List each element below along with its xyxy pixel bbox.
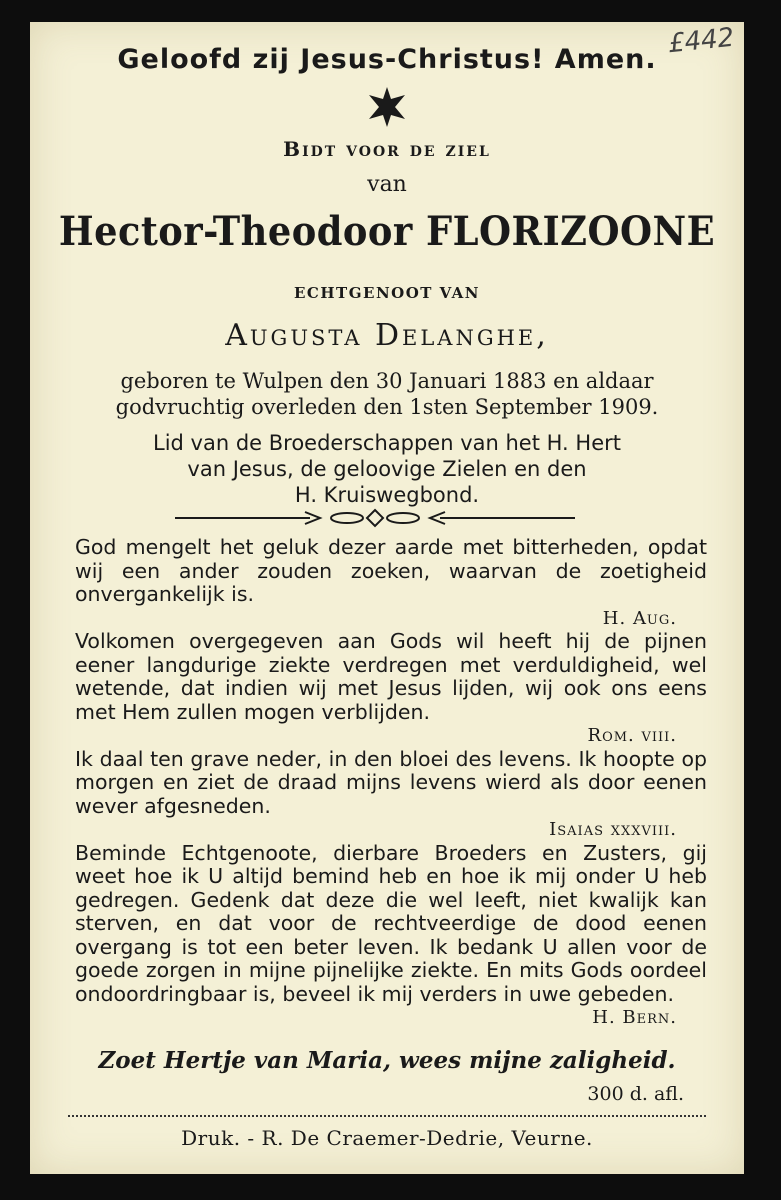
body-text	[75, 536, 707, 1030]
cross-icon	[365, 85, 409, 129]
membership-line: Lid van de Broederschappen van het H. Hert	[153, 431, 621, 455]
pray-for-text: Bidt voor de ziel	[283, 137, 491, 161]
paragraph: God mengelt het geluk dezer aarde met bitterheden, opdat wij een ander zouden zoeken, waarvan de zoetigheid onvergankelijk is.	[75, 535, 707, 606]
paragraph: Ik daal ten grave neder, in den bloei des levens. Ik hoopte op morgen en ziet de draad mijns levens wierd als door eenen wever afgesneden.	[75, 746, 707, 818]
dotted-divider	[68, 1115, 706, 1117]
header-text: Geloofd zij Jesus-Christus! Amen.	[117, 44, 657, 75]
death-line: godvruchtig overleden den 1sten September 1909.	[115, 395, 659, 419]
paragraph: Beminde Echtgenoote, dierbare Broeders en Zusters, gij weet hoe ik U altijd bemind heb en hoe ik mij onder U heb gedregen. Gedenk dat deze die wel leeft, niet kwalijk kan sterven, en dat voor de rechtveerdige de dood eenen overgang is tot een beter leven. Ik bedank U allen voor de goede zorgen in mijne pijnelijke ziekte. En mits Gods oordeel ondoordringbaar is, beveel ik mij verders in uwe gebeden.	[75, 840, 707, 1006]
membership-line: H. Kruiswegbond.	[294, 483, 480, 507]
birth-line: geboren te Wulpen den 30 Januari 1883 en aldaar	[120, 369, 654, 393]
ornament-divider	[175, 508, 575, 528]
source-citation: Isaias xxxviii.	[549, 819, 677, 840]
membership-line: van Jesus, de geloovige Zielen en den	[187, 457, 587, 481]
memorial-card	[30, 22, 744, 1174]
spouse-label: ECHTGENOOT VAN	[294, 284, 480, 302]
birth-death-info	[30, 368, 744, 420]
paragraph: Volkomen overgegeven aan Gods wil heeft hij de pijnen eener langdurige ziekte verdregen met verduldigheid, wel wetende, dat indien wij met Jesus lijden, wij ook ons eens met Hem zullen mogen verblijden.	[75, 629, 707, 724]
source-citation: Rom. viii.	[587, 725, 677, 746]
handwritten-number: £442	[666, 22, 736, 60]
printer-credit: Druk. - R. De Craemer-Dedrie, Veurne.	[181, 1126, 593, 1150]
closing-prayer: Zoet Hertje van Maria, wees mijne zaligheid.	[98, 1047, 676, 1074]
indulgence-note: 300 d. afl.	[587, 1083, 684, 1105]
deceased-name: Hector-Theodoor FLORIZOONE	[58, 208, 716, 255]
source-citation: H. Aug.	[602, 607, 677, 629]
membership-info	[30, 430, 744, 508]
source-citation: H. Bern.	[592, 1007, 677, 1028]
van-text: van	[367, 172, 407, 197]
spouse-name: Augusta Delanghe,	[225, 318, 549, 353]
